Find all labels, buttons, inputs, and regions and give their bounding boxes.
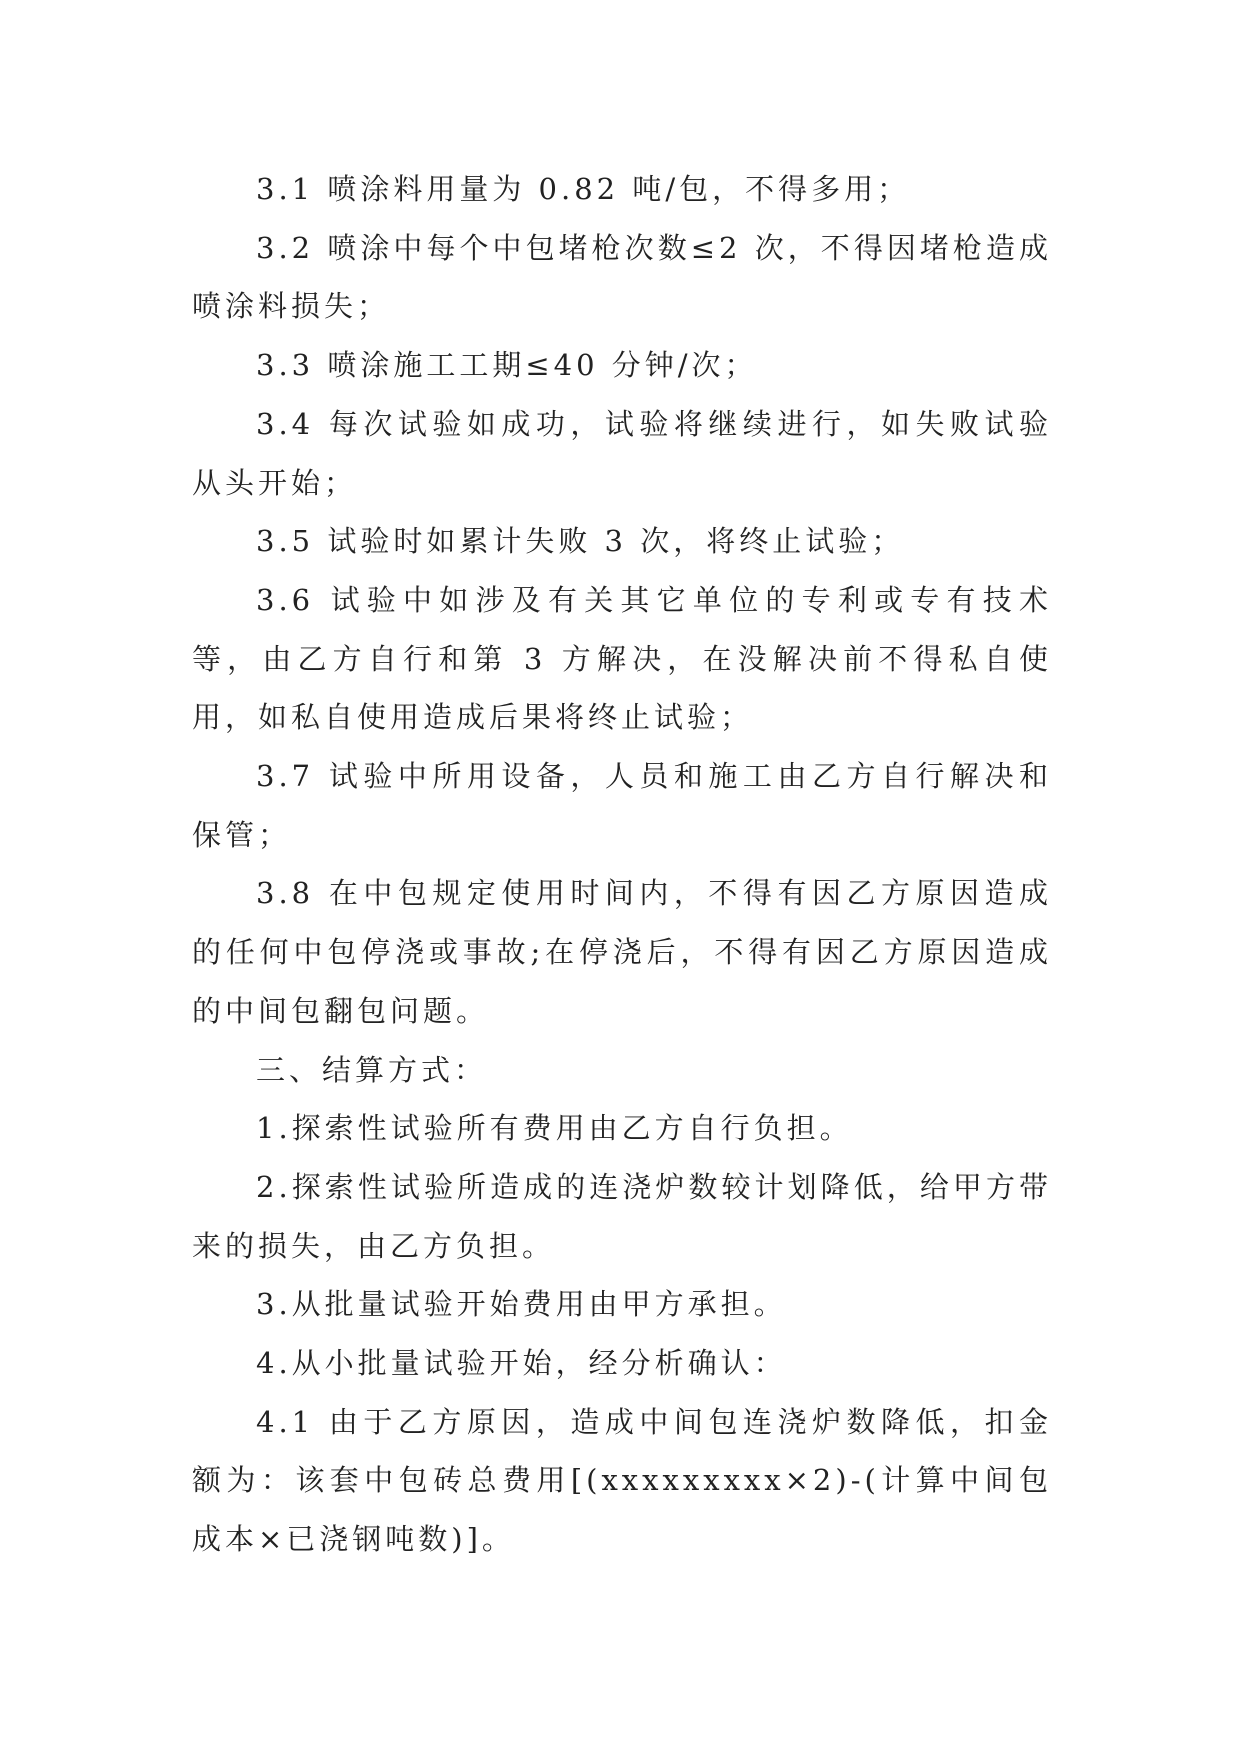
settlement-item-3: 3.从批量试验开始费用由甲方承担。	[256, 1287, 787, 1322]
clause-3-7: 3.7 试验中所用设备，人员和施工由乙方自行解决和保管；	[192, 759, 1052, 852]
settlement-item-4-1: 4.1 由于乙方原因，造成中间包连浇炉数降低，扣金额为：该套中包砖总费用[(xxxxxxxxx×2)-(计算中间包成本×已浇钢吨数)]。	[192, 1404, 1052, 1557]
clause-3-4: 3.4 每次试验如成功，试验将继续进行，如失败试验从头开始；	[192, 406, 1052, 500]
clause-3-6: 3.6 试验中如涉及有关其它单位的专利或专有技术等，由乙方自行和第 3 方解决，在没解决前不得私自使用，如私自使用造成后果将终止试验；	[192, 582, 1052, 735]
section-heading-settlement: 三、结算方式：	[256, 1052, 488, 1087]
document-body	[192, 160, 1052, 1569]
clause-3-8: 3.8 在中包规定使用时间内，不得有因乙方原因造成的任何中包停浇或事故;在停浇后，不得有因乙方原因造成的中间包翻包问题。	[192, 876, 1052, 1028]
settlement-item-1: 1.探索性试验所有费用由乙方自行负担。	[256, 1111, 853, 1146]
clause-3-1: 3.1 喷涂料用量为 0.82 吨/包，不得多用；	[256, 172, 911, 206]
clause-3-3: 3.3 喷涂施工工期≤40 分钟/次；	[256, 348, 758, 383]
settlement-item-2: 2.探索性试验所造成的连浇炉数较计划降低，给甲方带来的损失，由乙方负担。	[192, 1169, 1052, 1263]
settlement-item-4: 4.从小批量试验开始，经分析确认：	[256, 1346, 787, 1381]
clause-3-5: 3.5 试验时如累计失败 3 次，将终止试验；	[256, 524, 905, 559]
clause-3-2: 3.2 喷涂中每个中包堵枪次数≤2 次，不得因堵枪造成喷涂料损失；	[192, 230, 1052, 324]
